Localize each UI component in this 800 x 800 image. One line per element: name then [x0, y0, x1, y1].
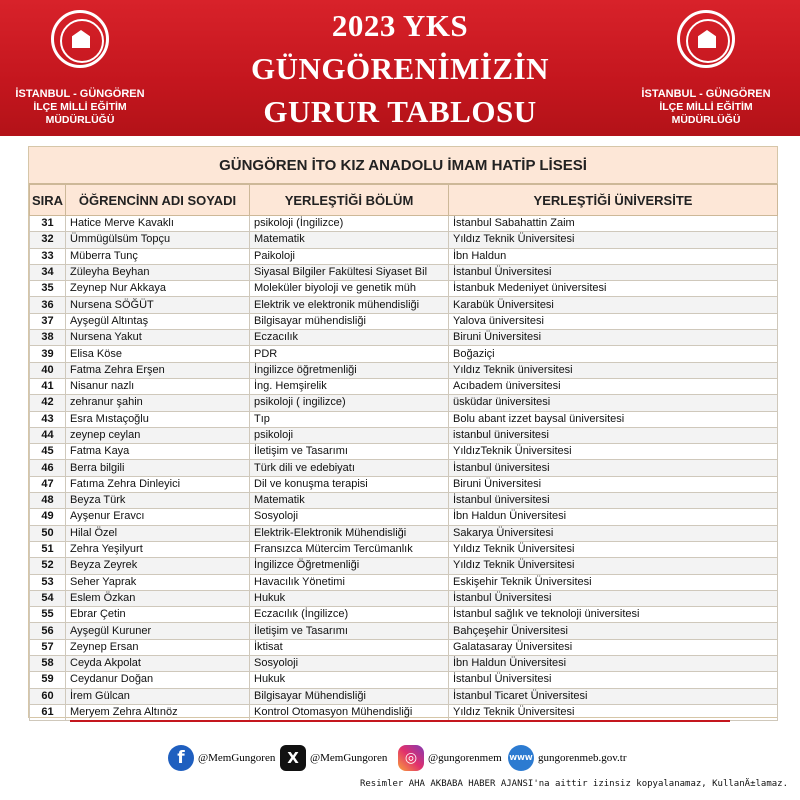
row-university: Yıldız Teknik Üniversitesi	[449, 558, 778, 574]
table-row	[30, 378, 778, 394]
table-row	[30, 411, 778, 427]
title-line2: GÜNGÖRENİMİZİN	[250, 51, 550, 86]
row-student-name: Elisa Köse	[66, 346, 250, 362]
row-university: İstanbul Üniversitesi	[449, 590, 778, 606]
x-handle: @MemGungoren	[310, 752, 388, 764]
row-sira: 51	[30, 541, 66, 557]
row-student-name: Zeynep Nur Akkaya	[66, 281, 250, 297]
row-student-name: Hilal Özel	[66, 525, 250, 541]
row-university: İstanbul Üniversitesi	[449, 264, 778, 280]
row-sira: 35	[30, 281, 66, 297]
row-university: Acıbadem üniversitesi	[449, 378, 778, 394]
row-student-name: Züleyha Beyhan	[66, 264, 250, 280]
title-line3: GURUR TABLOSU	[263, 94, 537, 129]
table-row	[30, 525, 778, 541]
table-row	[30, 476, 778, 492]
row-student-name: Müberra Tunç	[66, 248, 250, 264]
table-row	[30, 248, 778, 264]
row-university: Sakarya Üniversitesi	[449, 525, 778, 541]
row-sira: 31	[30, 216, 66, 232]
table-row	[30, 639, 778, 655]
facebook-handle: @MemGungoren	[198, 752, 276, 764]
row-department: Kontrol Otomasyon Mühendisliği	[250, 704, 449, 720]
row-sira: 48	[30, 493, 66, 509]
table-row	[30, 395, 778, 411]
row-sira: 57	[30, 639, 66, 655]
row-university: İstanbul üniversitesi	[449, 493, 778, 509]
row-university: İstanbul Ticaret Üniversitesi	[449, 688, 778, 704]
row-department: Tıp	[250, 411, 449, 427]
row-sira: 47	[30, 476, 66, 492]
row-student-name: Meryem Zehra Altınöz	[66, 704, 250, 720]
divider	[70, 720, 730, 722]
row-university: İstanbul Sabahattin Zaim	[449, 216, 778, 232]
row-student-name: Berra bilgili	[66, 460, 250, 476]
table-row	[30, 444, 778, 460]
row-sira: 34	[30, 264, 66, 280]
row-student-name: Seher Yaprak	[66, 574, 250, 590]
row-university: Yıldız Teknik Üniversitesi	[449, 704, 778, 720]
row-university: istanbul üniversitesi	[449, 427, 778, 443]
row-university: Yıldız Teknik üniversitesi	[449, 362, 778, 378]
row-department: İng. Hemşirelik	[250, 378, 449, 394]
row-department: Bilgisayar mühendisliği	[250, 313, 449, 329]
results-table	[29, 184, 778, 721]
facebook-icon: f	[168, 745, 194, 771]
row-department: Hukuk	[250, 672, 449, 688]
row-department: Eczacılık (İngilizce)	[250, 607, 449, 623]
x-icon: X	[280, 745, 306, 771]
table-row	[30, 590, 778, 606]
row-university: İbn Haldun Üniversitesi	[449, 509, 778, 525]
row-student-name: Ceydanur Doğan	[66, 672, 250, 688]
table-row	[30, 346, 778, 362]
row-department: psikoloji	[250, 427, 449, 443]
row-department: İngilizce Öğretmenliği	[250, 558, 449, 574]
footer-social	[0, 738, 800, 778]
row-department: Hukuk	[250, 590, 449, 606]
table-row	[30, 541, 778, 557]
instagram-handle: @gungorenmem	[428, 752, 502, 764]
row-department: Moleküler biyoloji ve genetik müh	[250, 281, 449, 297]
table-row	[30, 281, 778, 297]
row-sira: 37	[30, 313, 66, 329]
row-sira: 61	[30, 704, 66, 720]
row-department: Dil ve konuşma terapisi	[250, 476, 449, 492]
row-university: Yıldız Teknik Üniversitesi	[449, 232, 778, 248]
table-row	[30, 264, 778, 280]
school-name: GÜNGÖREN İTO KIZ ANADOLU İMAM HATİP LİSESİ	[29, 147, 777, 184]
row-student-name: zehranur şahin	[66, 395, 250, 411]
table-row	[30, 704, 778, 720]
row-sira: 52	[30, 558, 66, 574]
table-row	[30, 313, 778, 329]
row-department: Bilgisayar Mühendisliği	[250, 688, 449, 704]
row-department: psikoloji ( ingilizce)	[250, 395, 449, 411]
table-row	[30, 330, 778, 346]
row-sira: 53	[30, 574, 66, 590]
row-university: İstanbuk Medeniyet üniversitesi	[449, 281, 778, 297]
row-student-name: Eslem Özkan	[66, 590, 250, 606]
meb-seal-icon	[677, 10, 735, 68]
logo-right	[626, 10, 786, 127]
x-link[interactable]	[280, 738, 387, 778]
row-student-name: Ebrar Çetin	[66, 607, 250, 623]
row-student-name: Beyza Türk	[66, 493, 250, 509]
table-row	[30, 672, 778, 688]
row-university: İbn Haldun Üniversitesi	[449, 656, 778, 672]
logo-right-line1: İSTANBUL - GÜNGÖREN	[641, 88, 771, 100]
row-department: Sosyoloji	[250, 509, 449, 525]
www-icon: WWW	[508, 745, 534, 771]
row-department: psikoloji (İngilizce)	[250, 216, 449, 232]
table-row	[30, 216, 778, 232]
table-row	[30, 509, 778, 525]
row-department: İktisat	[250, 639, 449, 655]
row-sira: 55	[30, 607, 66, 623]
row-sira: 59	[30, 672, 66, 688]
row-student-name: Fatıma Zehra Dinleyici	[66, 476, 250, 492]
row-department: Elektrik ve elektronik mühendisliği	[250, 297, 449, 313]
row-student-name: Ayşegül Kuruner	[66, 623, 250, 639]
row-university: Yalova üniversitesi	[449, 313, 778, 329]
row-student-name: Ayşenur Eravcı	[66, 509, 250, 525]
table-row	[30, 493, 778, 509]
row-university: Biruni Üniversitesi	[449, 330, 778, 346]
row-university: İstanbul üniversitesi	[449, 460, 778, 476]
table-row	[30, 460, 778, 476]
row-sira: 56	[30, 623, 66, 639]
row-department: Elektrik-Elektronik Mühendisliği	[250, 525, 449, 541]
row-department: Matematik	[250, 493, 449, 509]
row-university: İstanbul Üniversitesi	[449, 672, 778, 688]
row-sira: 42	[30, 395, 66, 411]
row-department: Fransızca Mütercim Tercümanlık	[250, 541, 449, 557]
row-department: Sosyoloji	[250, 656, 449, 672]
website-url: gungorenmeb.gov.tr	[538, 752, 627, 764]
row-student-name: Zehra Yeşilyurt	[66, 541, 250, 557]
facebook-link[interactable]	[168, 738, 275, 778]
table-row	[30, 656, 778, 672]
column-header-dept: YERLEŞTİĞİ BÖLÜM	[250, 185, 449, 216]
header-banner	[0, 0, 800, 136]
row-sira: 54	[30, 590, 66, 606]
watermark-notice: Resimler AHA AKBABA HABER AJANSI'na aittir izinsiz kopyalanamaz, KullanÄ±lamaz.	[359, 779, 788, 789]
row-student-name: Nisanur nazlı	[66, 378, 250, 394]
row-sira: 43	[30, 411, 66, 427]
column-header-sira: SIRA	[30, 185, 66, 216]
row-student-name: İrem Gülcan	[66, 688, 250, 704]
row-university: Bolu abant izzet baysal üniversitesi	[449, 411, 778, 427]
logo-right-line2: İLÇE MİLLİ EĞİTİM MÜDÜRLÜĞÜ	[659, 101, 753, 126]
table-row	[30, 232, 778, 248]
row-student-name: Nursena SÖĞÜT	[66, 297, 250, 313]
row-sira: 33	[30, 248, 66, 264]
row-department: İletişim ve Tasarımı	[250, 444, 449, 460]
row-university: Yıldız Teknik Üniversitesi	[449, 541, 778, 557]
row-student-name: Nursena Yakut	[66, 330, 250, 346]
row-sira: 40	[30, 362, 66, 378]
row-department: İletişim ve Tasarımı	[250, 623, 449, 639]
row-sira: 32	[30, 232, 66, 248]
table-row	[30, 607, 778, 623]
row-sira: 50	[30, 525, 66, 541]
instagram-icon: ◎	[398, 745, 424, 771]
table-row	[30, 362, 778, 378]
row-university: Eskişehir Teknik Üniversitesi	[449, 574, 778, 590]
row-student-name: Zeynep Ersan	[66, 639, 250, 655]
row-department: Havacılık Yönetimi	[250, 574, 449, 590]
website-link[interactable]	[508, 738, 627, 778]
column-header-uni: YERLEŞTİĞİ ÜNİVERSİTE	[449, 185, 778, 216]
title-line1: 2023 YKS	[331, 8, 469, 43]
row-student-name: Ayşegül Altıntaş	[66, 313, 250, 329]
row-university: üsküdar üniversitesi	[449, 395, 778, 411]
row-student-name: Ceyda Akpolat	[66, 656, 250, 672]
row-university: Galatasaray Üniversitesi	[449, 639, 778, 655]
table-row	[30, 574, 778, 590]
row-sira: 36	[30, 297, 66, 313]
logo-left-line2: İLÇE MİLLİ EĞİTİM MÜDÜRLÜĞÜ	[33, 101, 127, 126]
row-sira: 46	[30, 460, 66, 476]
table-body	[30, 216, 778, 721]
row-student-name: Fatma Zehra Erşen	[66, 362, 250, 378]
row-sira: 44	[30, 427, 66, 443]
row-sira: 45	[30, 444, 66, 460]
row-student-name: Hatice Merve Kavaklı	[66, 216, 250, 232]
table-row	[30, 297, 778, 313]
row-sira: 58	[30, 656, 66, 672]
row-sira: 39	[30, 346, 66, 362]
row-sira: 41	[30, 378, 66, 394]
row-student-name: Esra Mıstaçoğlu	[66, 411, 250, 427]
row-department: Eczacılık	[250, 330, 449, 346]
column-header-name: ÖĞRENCİNN ADI SOYADI	[66, 185, 250, 216]
logo-left-line1: İSTANBUL - GÜNGÖREN	[15, 88, 145, 100]
row-university: Karabük Üniversitesi	[449, 297, 778, 313]
table-header-row	[30, 185, 778, 216]
row-department: Türk dili ve edebiyatı	[250, 460, 449, 476]
row-university: Boğaziçi	[449, 346, 778, 362]
row-student-name: Beyza Zeyrek	[66, 558, 250, 574]
row-department: İngilizce öğretmenliği	[250, 362, 449, 378]
table-row	[30, 688, 778, 704]
table-row	[30, 623, 778, 639]
results-panel	[28, 146, 778, 718]
row-university: Bahçeşehir Üniversitesi	[449, 623, 778, 639]
row-department: Paikoloji	[250, 248, 449, 264]
row-university: İstanbul sağlık ve teknoloji üniversitesi	[449, 607, 778, 623]
row-student-name: zeynep ceylan	[66, 427, 250, 443]
instagram-link[interactable]	[398, 738, 502, 778]
table-row	[30, 427, 778, 443]
row-sira: 38	[30, 330, 66, 346]
row-student-name: Fatma Kaya	[66, 444, 250, 460]
row-department: Siyasal Bilgiler Fakültesi Siyaset Bil	[250, 264, 449, 280]
row-department: PDR	[250, 346, 449, 362]
row-university: Biruni Üniversitesi	[449, 476, 778, 492]
row-department: Matematik	[250, 232, 449, 248]
row-university: İbn Haldun	[449, 248, 778, 264]
table-row	[30, 558, 778, 574]
row-sira: 60	[30, 688, 66, 704]
row-sira: 49	[30, 509, 66, 525]
row-university: YıldızTeknik Üniversitesi	[449, 444, 778, 460]
row-student-name: Ümmügülsüm Topçu	[66, 232, 250, 248]
